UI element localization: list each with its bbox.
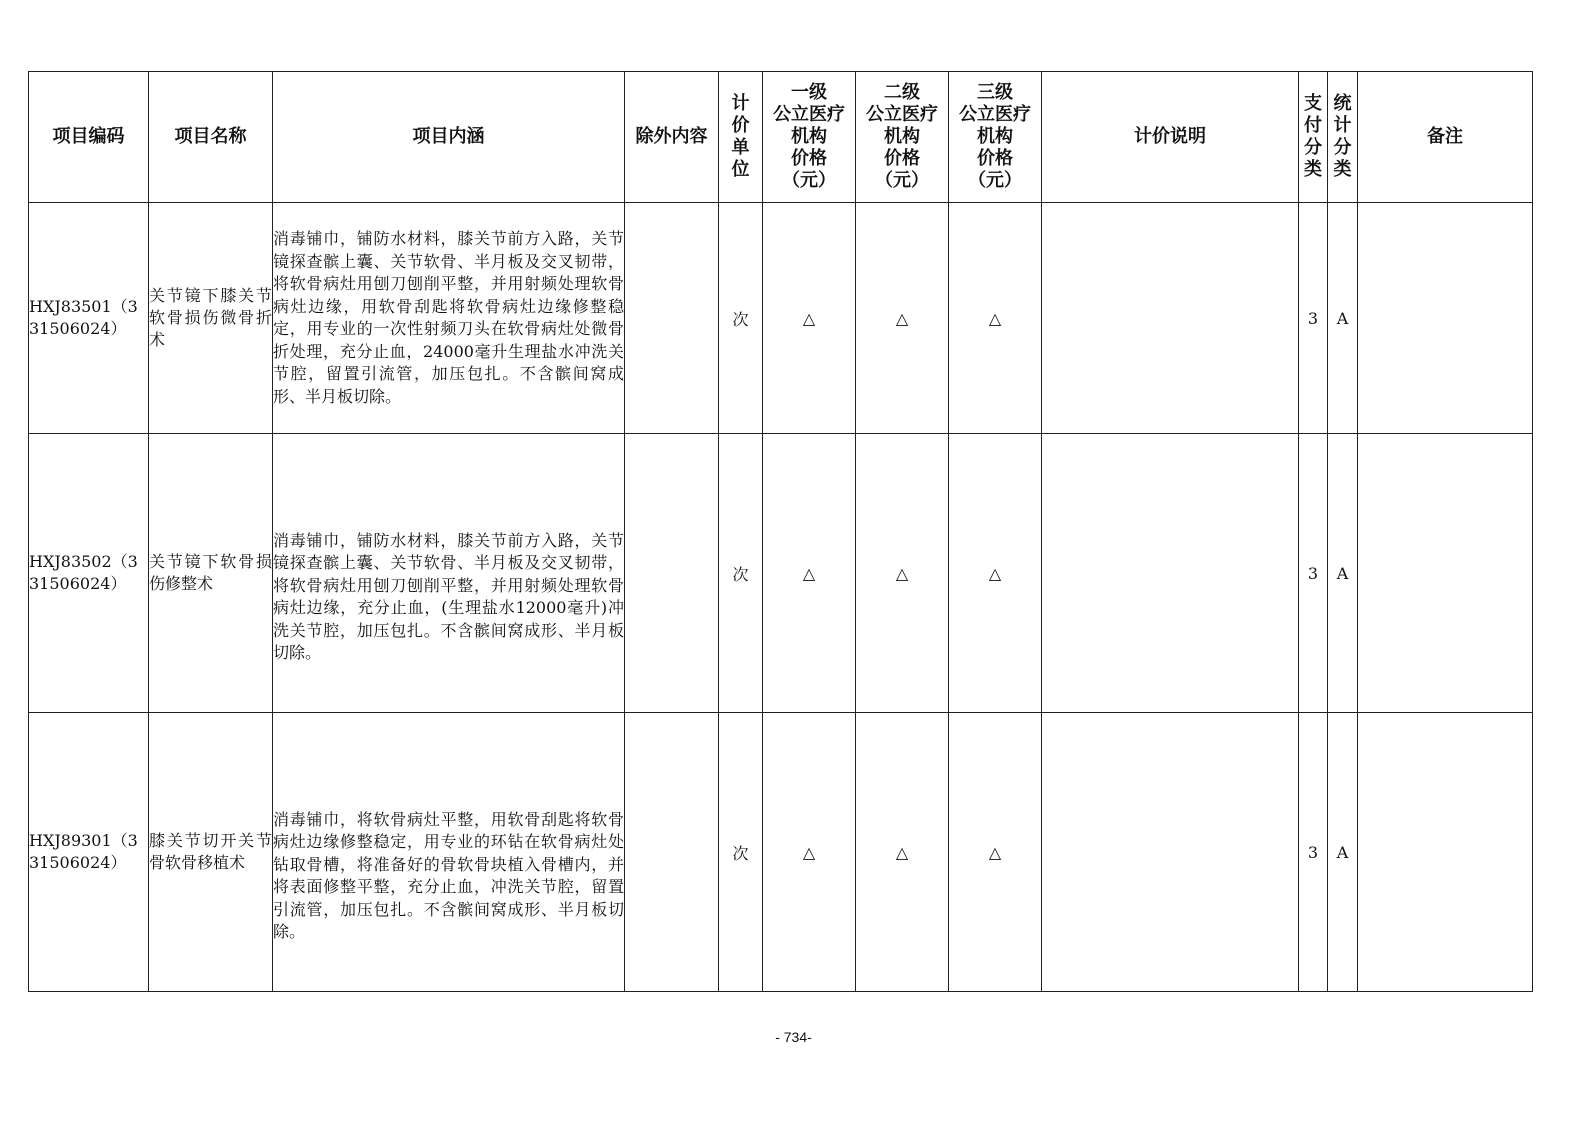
cell-price-level1: △ bbox=[763, 713, 856, 992]
cell-pay-category: 3 bbox=[1299, 713, 1328, 992]
header-price-level2: 二级 公立医疗 机构 价格 （元） bbox=[856, 72, 949, 203]
cell-pricing-note bbox=[1042, 203, 1299, 434]
cell-price-level2: △ bbox=[856, 434, 949, 713]
price-table bbox=[28, 71, 1533, 992]
cell-price-level3: △ bbox=[949, 713, 1042, 992]
cell-code: HXJ83501（331506024） bbox=[29, 203, 149, 434]
cell-unit: 次 bbox=[719, 203, 763, 434]
cell-exclusion bbox=[625, 713, 719, 992]
cell-unit: 次 bbox=[719, 434, 763, 713]
header-pricing-note: 计价说明 bbox=[1042, 72, 1299, 203]
cell-price-level3: △ bbox=[949, 203, 1042, 434]
cell-exclusion bbox=[625, 203, 719, 434]
cell-code: HXJ89301（331506024） bbox=[29, 713, 149, 992]
header-price-level3: 三级 公立医疗 机构 价格 （元） bbox=[949, 72, 1042, 203]
cell-price-level1: △ bbox=[763, 203, 856, 434]
header-exclusion: 除外内容 bbox=[625, 72, 719, 203]
cell-remark bbox=[1358, 434, 1533, 713]
cell-stat-category: A bbox=[1328, 713, 1358, 992]
header-remark: 备注 bbox=[1358, 72, 1533, 203]
cell-unit: 次 bbox=[719, 713, 763, 992]
header-row bbox=[29, 72, 1533, 203]
cell-pricing-note bbox=[1042, 713, 1299, 992]
cell-price-level2: △ bbox=[856, 203, 949, 434]
cell-name: 膝关节切开关节骨软骨移植术 bbox=[149, 713, 273, 992]
table-row bbox=[29, 713, 1533, 992]
cell-remark bbox=[1358, 203, 1533, 434]
cell-content: 消毒铺巾，将软骨病灶平整，用软骨刮匙将软骨病灶边缘修整稳定，用专业的环钻在软骨病灶处钻取骨槽，将准备好的骨软骨块植入骨槽内，并将表面修整平整，充分止血，冲洗关节腔，留置引流管，加压包扎。不含髌间窝成形、半月板切除。 bbox=[273, 713, 625, 992]
cell-name: 关节镜下软骨损伤修整术 bbox=[149, 434, 273, 713]
cell-content: 消毒铺巾，铺防水材料，膝关节前方入路，关节镜探查髌上囊、关节软骨、半月板及交叉韧带，将软骨病灶用刨刀刨削平整，并用射频处理软骨病灶边缘，用软骨刮匙将软骨病灶边缘修整稳定，用专业的一次性射频刀头在软骨病灶处微骨折处理，充分止血，24000毫升生理盐水冲洗关节腔，留置引流管，加压包扎。不含髌间窝成形、半月板切除。 bbox=[273, 203, 625, 434]
page-number: - 734- bbox=[775, 1029, 812, 1045]
header-name: 项目名称 bbox=[149, 72, 273, 203]
cell-price-level1: △ bbox=[763, 434, 856, 713]
cell-name: 关节镜下膝关节软骨损伤微骨折术 bbox=[149, 203, 273, 434]
cell-pay-category: 3 bbox=[1299, 203, 1328, 434]
header-code: 项目编码 bbox=[29, 72, 149, 203]
cell-price-level2: △ bbox=[856, 713, 949, 992]
header-pay-category: 支付分类 bbox=[1299, 72, 1328, 203]
header-stat-category: 统计分类 bbox=[1328, 72, 1358, 203]
cell-stat-category: A bbox=[1328, 203, 1358, 434]
table-row bbox=[29, 434, 1533, 713]
header-content: 项目内涵 bbox=[273, 72, 625, 203]
cell-exclusion bbox=[625, 434, 719, 713]
cell-price-level3: △ bbox=[949, 434, 1042, 713]
cell-code: HXJ83502（331506024） bbox=[29, 434, 149, 713]
header-price-level1: 一级 公立医疗 机构 价格 （元） bbox=[763, 72, 856, 203]
cell-content: 消毒铺巾，铺防水材料，膝关节前方入路，关节镜探查髌上囊、关节软骨、半月板及交叉韧带，将软骨病灶用刨刀刨削平整，并用射频处理软骨病灶边缘，充分止血，(生理盐水12000毫升)冲洗关节腔，加压包扎。不含髌间窝成形、半月板切除。 bbox=[273, 434, 625, 713]
header-unit: 计价单位 bbox=[719, 72, 763, 203]
cell-stat-category: A bbox=[1328, 434, 1358, 713]
cell-remark bbox=[1358, 713, 1533, 992]
table-row bbox=[29, 203, 1533, 434]
cell-pay-category: 3 bbox=[1299, 434, 1328, 713]
cell-pricing-note bbox=[1042, 434, 1299, 713]
